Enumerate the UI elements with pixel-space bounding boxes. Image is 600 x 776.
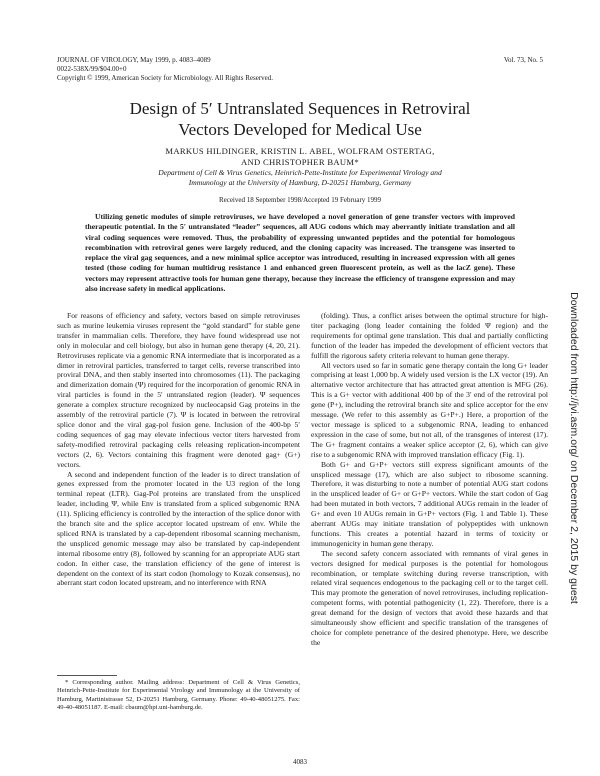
paragraph: Both G+ and G+P+ vectors still express significant amounts of the unspliced message (17), which are also subject to ribosome scanning. Therefore, it was disturbing to note a number of potential AUG start codons in the unspliced leader of G+ or G+P+ vectors. While the start codon of Gag had been mutated in both vectors, 7 additional AUGs remain in the leader of G+ and even 10 AUGs remain in G+P+ vectors (Fig. 1 and Table 1). These aberrant AUGs may initiate translation of polypeptides with unknown functions. This creates a potential hazard in terms of toxicity or immunogenicity in human gene therapy. xyxy=(311,459,548,548)
copyright: Copyright © 1999, American Society for Microbiology. All Rights Reserved. xyxy=(57,74,274,82)
paper-title xyxy=(0,98,600,140)
right-column xyxy=(311,311,548,648)
title-line-1: Design of 5′ Untranslated Sequences in Retroviral xyxy=(129,99,471,118)
footnote-rule xyxy=(57,675,117,676)
page-number: 4083 xyxy=(293,758,307,766)
title-line-2: Vectors Developed for Medical Use xyxy=(178,120,422,139)
authors-line-1: MARKUS HILDINGER, KRISTIN L. ABEL, WOLFRAM OSTERTAG, xyxy=(165,146,435,156)
affiliation xyxy=(60,168,540,188)
volume-issue: Vol. 73, No. 5 xyxy=(503,56,543,64)
issn: 0022-538X/99/$04.00+0 xyxy=(57,65,127,73)
paragraph: All vectors used so far in somatic gene therapy contain the long G+ leader comprising at least 1,000 bp. A widely used version is the LX vector (19). An alternative vector architecture that has attracted great attention is MFG (26). This is a G+ vector with additional 400 bp of the 3′ end of the retroviral pol gene (P+), including the retroviral branch site and splice acceptor for the env message. (We refer to this assembly as G+P+.) Here, a proportion of the vector message is spliced to a subgenomic RNA, leading to enhanced expression in the case of some, but not all, of the transgenes of interest (17). The G+ fragment contains a weaker splice acceptor (2, 6), which can give rise to a subgenomic RNA with improved translation efficacy (Fig. 1). xyxy=(311,360,548,459)
affiliation-line-2: Immunology at the University of Hamburg, D-20251 Hamburg, Germany xyxy=(188,178,412,187)
download-watermark-text: Downloaded from http://jvi.asm.org/ on December 2, 2015 by guest xyxy=(568,292,580,604)
affiliation-line-1: Department of Cell & Virus Genetics, Heinrich-Pette-Institute for Experimental Virology and xyxy=(158,168,442,177)
paragraph: For reasons of efficiency and safety, vectors based on simple retroviruses such as murine leukemia viruses represent the “gold standard” for stable gene transfer in mammalian cells. Therefore, they have found widespread use not only in molecular and cell biology, but also in human gene therapy (4, 20, 21). Retroviruses replicate via a genomic RNA intermediate that is incorporated as a dimer in retroviral particles, transferred to target cells, reverse transcribed into proviral DNA, and then stably inserted into chromosomes (11). The packaging and dimerization domain (Ψ) required for the incorporation of genomic RNA in viral particles is found in the 5′ untranslated region (leader). Ψ sequences generate a complex structure recognized by nucleocapsid Gag proteins in the assembly of the retroviral particle (7). Ψ is located in between the retroviral splice donor and the viral gag-pol fusion gene. Inclusion of the 400-bp 5′ coding sequences of gag may elevate infectious vector titers harvested from safety-modified retroviral packaging cells releasing replication-incompetent vectors (2, 6). Vectors containing this fragment were denoted gag+ (G+) vectors. xyxy=(57,311,300,469)
received-dates: Received 18 September 1998/Accepted 19 February 1999 xyxy=(218,196,382,204)
journal-citation: JOURNAL OF VIROLOGY, May 1999, p. 4083–4089 xyxy=(57,56,211,64)
corresponding-author-footnote: * Corresponding author. Mailing address: Department of Cell & Virus Genetics, Heinrich-Pette-Institute for Experimental Virology and Immunology at the University of Hamburg, Martinistrasse 52, D-20251 Hamburg, Germany. Phone: 49-40-48051275. Fax: 49-40-48051187. E-mail: cbaum@hpi.uni-hamburg.de. xyxy=(57,679,300,712)
paragraph: The second safety concern associated with remnants of viral genes in vectors designed for medical purposes is the potential for homologous recombination, or template switching during reverse transcription, with related viral sequences endogenous to the packaging cell or to the target cell. This may promote the generation of novel retroviruses, including replication-competent forms, with potential pathogenicity (1, 22). Therefore, there is a great demand for the design of vectors that avoid these hazards and that simultaneously show efficient and specific translation of the transgenes of choice for complete penetrance of the desired phenotype. Here, we describe the xyxy=(311,548,548,647)
paragraph: (folding). Thus, a conflict arises between the optimal structure for high-titer packaging (long leader containing the folded Ψ region) and the requirements for optimal gene translation. This dual and partially conflicting function of the leader has impeded the development of efficient vectors that fulfill the rigorous safety criteria relevant to human gene therapy. xyxy=(311,311,548,360)
abstract: Utilizing genetic modules of simple retroviruses, we have developed a novel generation of gene transfer vectors with improved therapeutic potential. In the 5′ untranslated “leader” sequences, all AUG codons which may aberrantly initiate translation and all viral coding sequences were removed. Thus, the probability of expressing unwanted peptides and the potential for homologous recombination with retroviral genes were largely reduced, and the cloning capacity was increased. The transgene was inserted to replace the viral gag sequences, and a new minimal splice acceptor was introduced, resulting in increased expression with all genes tested (those coding for human multidrug resistance 1 and enhanced green fluorescent protein, as well as the lacZ gene). These vectors may represent attractive tools for human gene therapy, because they increase the efficiency of transgene expression and may also increase safety in medical applications. xyxy=(85,212,515,294)
left-column xyxy=(57,311,300,588)
authors-line-2: AND CHRISTOPHER BAUM* xyxy=(241,157,359,167)
download-watermark xyxy=(566,228,582,668)
authors xyxy=(0,146,600,168)
paragraph: A second and independent function of the leader is to direct translation of genes expressed from the promoter located in the U3 region of the long terminal repeat (LTR). Gag-Pol proteins are translated from the unspliced leader, including Ψ, while Env is translated from a spliced subgenomic RNA (11). Splicing efficiency is controlled by the interaction of the splice donor with the branch site and the splice acceptor located upstream of env. While the spliced RNA is translated by a cap-dependent ribosomal scanning mechanism, the unspliced genomic message may also be translated by cap-independent internal ribosome entry (8), followed by scanning for an appropriate AUG start codon. In either case, the translation efficiency of the gene of interest is dependent on the context of its start codon (homology to Kozak consensus), no aberrant start codon located upstream, and no interference with RNA xyxy=(57,469,300,588)
